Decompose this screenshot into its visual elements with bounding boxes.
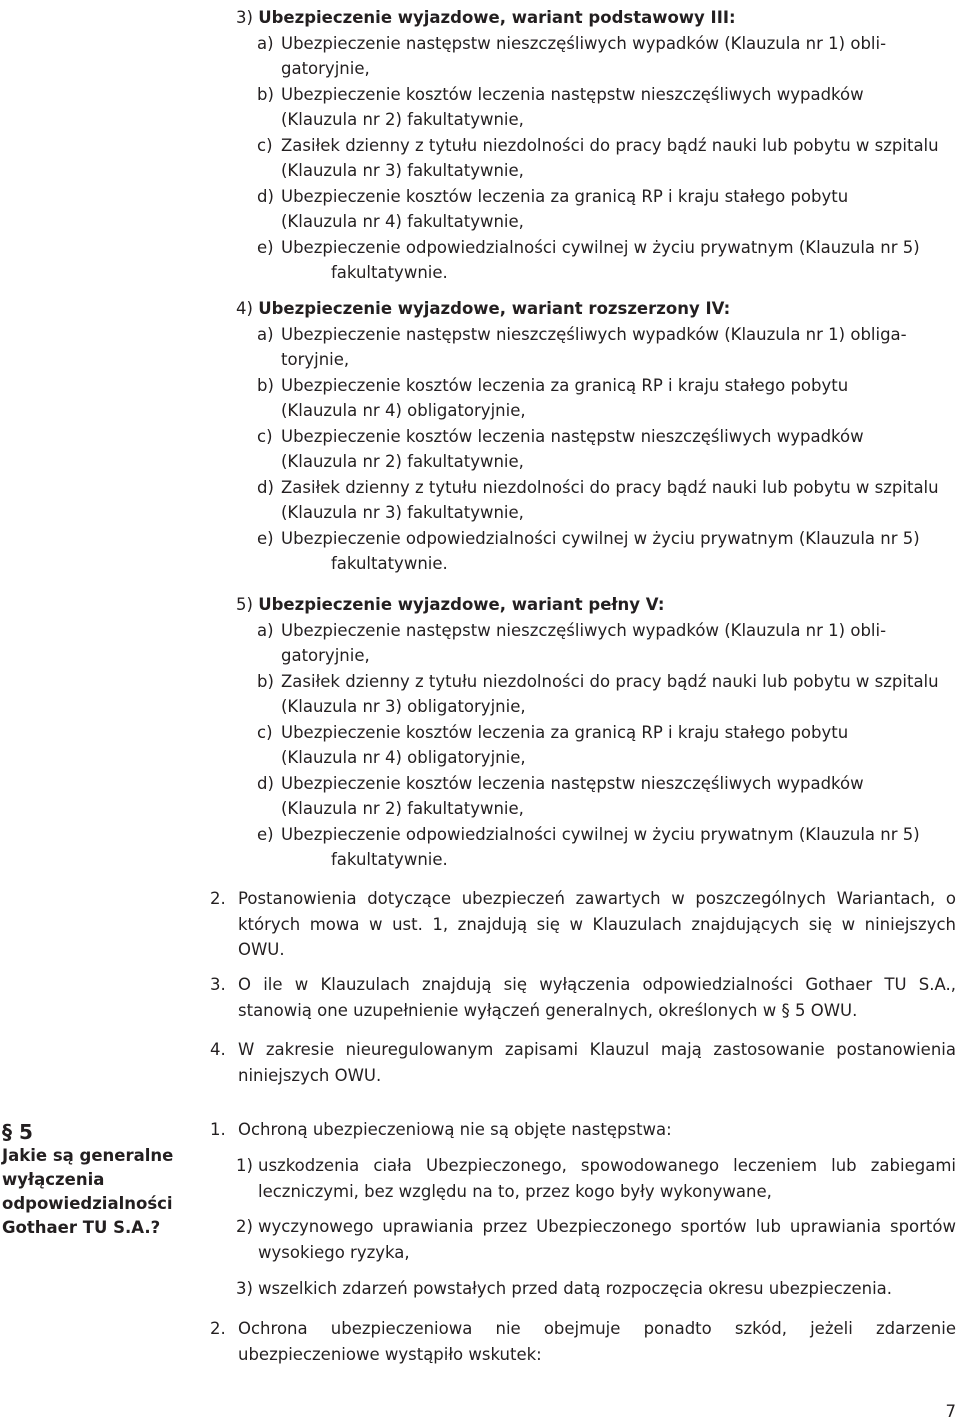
point-text: wyczynowego uprawiania przez Ubezpieczonego sportów lub uprawiania sportów wysokiego ryzyka,: [258, 1217, 956, 1262]
list-item: [236, 771, 956, 822]
item-label: a): [257, 324, 274, 344]
point-text: wszelkich zdarzeń powstałych przed datą rozpoczęcia okresu ubezpieczenia.: [258, 1279, 893, 1298]
variant-3: [236, 5, 956, 286]
item-line: Ubezpieczenie kosztów leczenia następstw nieszczęśliwych wypadków: [281, 773, 864, 793]
item-line: fakultatywnie.: [331, 850, 448, 869]
item-line: (Klauzula nr 3) fakultatywnie,: [281, 503, 524, 522]
list-item: [236, 322, 956, 373]
item-line: (Klauzula nr 2) fakultatywnie,: [281, 799, 524, 818]
item-label: c): [257, 426, 273, 446]
paragraph-3: [212, 972, 956, 1023]
section5-point-2: [236, 1214, 956, 1265]
item-line: (Klauzula nr 2) fakultatywnie,: [281, 452, 524, 471]
list-item: [236, 720, 956, 771]
section5-paragraph-1: [212, 1117, 956, 1143]
item-line: (Klauzula nr 4) obligatoryjnie,: [281, 748, 526, 767]
item-line: Zasiłek dzienny z tytułu niezdolności do pracy bądź nauki lub pobytu w szpitalu: [281, 477, 939, 497]
item-label: b): [257, 375, 274, 395]
paragraph-text: Ochrona ubezpieczeniowa nie obejmuje ponadto szkód, jeżeli zdarzenie ubezpieczeniowe wystąpiło wskutek:: [238, 1319, 956, 1364]
variant-title-text: Ubezpieczenie wyjazdowe, wariant podstawowy III:: [258, 8, 736, 27]
page-number: 7: [945, 1402, 956, 1421]
list-item: [236, 31, 956, 82]
item-label: e): [257, 528, 274, 548]
paragraph-number: 4.: [210, 1040, 226, 1059]
paragraph-text: W zakresie nieuregulowanym zapisami Klauzul mają zastosowanie postanowienia niniejszych OWU.: [238, 1040, 956, 1085]
section5-sidebar-heading: [2, 1120, 202, 1240]
item-line: (Klauzula nr 2) fakultatywnie,: [281, 110, 524, 129]
heading-line: odpowiedzialności: [2, 1194, 173, 1213]
point-label: 2): [236, 1217, 253, 1236]
variant-title-text: Ubezpieczenie wyjazdowe, wariant rozszerzony IV:: [258, 299, 731, 318]
variant-label: 5): [236, 595, 253, 614]
item-line: Ubezpieczenie kosztów leczenia następstw nieszczęśliwych wypadków: [281, 84, 864, 104]
list-item: [236, 618, 956, 669]
item-line: Ubezpieczenie następstw nieszczęśliwych wypadków (Klauzula nr 1) obli-: [281, 33, 887, 53]
list-item: [236, 235, 956, 286]
item-label: c): [257, 722, 273, 742]
item-label: a): [257, 33, 274, 53]
heading-line: Jakie są generalne: [2, 1146, 174, 1165]
item-label: e): [257, 237, 274, 257]
item-line: Ubezpieczenie odpowiedzialności cywilnej w życiu prywatnym (Klauzula nr 5): [281, 237, 920, 257]
variant-title: [236, 296, 956, 322]
variant-label: 4): [236, 299, 253, 318]
paragraph-2: [212, 886, 956, 963]
item-line: gatoryjnie,: [281, 646, 370, 665]
item-label: a): [257, 620, 274, 640]
item-line: (Klauzula nr 4) obligatoryjnie,: [281, 401, 526, 420]
item-line: Ubezpieczenie kosztów leczenia za granicą RP i kraju stałego pobytu: [281, 186, 849, 206]
item-line: (Klauzula nr 4) fakultatywnie,: [281, 212, 524, 231]
variant-4: [236, 296, 956, 577]
item-line: Zasiłek dzienny z tytułu niezdolności do pracy bądź nauki lub pobytu w szpitalu: [281, 671, 939, 691]
list-item: [236, 424, 956, 475]
variant-5: [236, 592, 956, 873]
item-line: Ubezpieczenie odpowiedzialności cywilnej w życiu prywatnym (Klauzula nr 5): [281, 528, 920, 548]
paragraph-number: 3.: [210, 975, 226, 994]
paragraph-text: O ile w Klauzulach znajdują się wyłączenia odpowiedzialności Gothaer TU S.A., stanowią one uzupełnienie wyłączeń generalnych, określonych w § 5 OWU.: [238, 975, 956, 1020]
item-label: d): [257, 773, 274, 793]
paragraph-text: Ochroną ubezpieczeniową nie są objęte następstwa:: [238, 1120, 672, 1139]
item-label: d): [257, 186, 274, 206]
heading-line: wyłączenia: [2, 1170, 105, 1189]
section5-paragraph-2: [212, 1316, 956, 1367]
variant-label: 3): [236, 8, 253, 27]
item-label: b): [257, 671, 274, 691]
point-label: 3): [236, 1279, 253, 1298]
list-item: [236, 133, 956, 184]
item-line: toryjnie,: [281, 350, 350, 369]
item-label: c): [257, 135, 273, 155]
section5-point-1: [236, 1153, 956, 1204]
list-item: [236, 822, 956, 873]
paragraph-number: 1.: [210, 1120, 226, 1139]
variant-title-text: Ubezpieczenie wyjazdowe, wariant pełny V:: [258, 595, 665, 614]
item-line: Zasiłek dzienny z tytułu niezdolności do pracy bądź nauki lub pobytu w szpitalu: [281, 135, 939, 155]
list-item: [236, 373, 956, 424]
item-line: Ubezpieczenie kosztów leczenia za granicą RP i kraju stałego pobytu: [281, 375, 849, 395]
variant-title: [236, 592, 956, 618]
item-line: (Klauzula nr 3) obligatoryjnie,: [281, 697, 526, 716]
item-line: Ubezpieczenie kosztów leczenia za granicą RP i kraju stałego pobytu: [281, 722, 849, 742]
paragraph-number: 2.: [210, 1319, 226, 1338]
list-item: [236, 526, 956, 577]
list-item: [236, 82, 956, 133]
section-symbol: § 5: [2, 1120, 33, 1144]
item-label: b): [257, 84, 274, 104]
list-item: [236, 475, 956, 526]
item-line: (Klauzula nr 3) fakultatywnie,: [281, 161, 524, 180]
item-line: Ubezpieczenie odpowiedzialności cywilnej w życiu prywatnym (Klauzula nr 5): [281, 824, 920, 844]
item-label: d): [257, 477, 274, 497]
item-line: Ubezpieczenie następstw nieszczęśliwych wypadków (Klauzula nr 1) obli-: [281, 620, 887, 640]
paragraph-number: 2.: [210, 889, 226, 908]
item-line: Ubezpieczenie kosztów leczenia następstw nieszczęśliwych wypadków: [281, 426, 864, 446]
list-item: [236, 669, 956, 720]
paragraph-text: Postanowienia dotyczące ubezpieczeń zawartych w poszczególnych Wariantach, o których mowa w ust. 1, znajdują się w Klauzulach znajdujących się w niniejszych OWU.: [238, 889, 956, 959]
heading-line: Gothaer TU S.A.?: [2, 1218, 161, 1237]
item-line: gatoryjnie,: [281, 59, 370, 78]
point-label: 1): [236, 1156, 253, 1175]
variant-title: [236, 5, 956, 31]
item-label: e): [257, 824, 274, 844]
item-line: fakultatywnie.: [331, 554, 448, 573]
point-text: uszkodzenia ciała Ubezpieczonego, spowodowanego leczeniem lub zabiegami leczniczymi, bez względu na to, przez kogo były wykonywane,: [258, 1156, 956, 1201]
list-item: [236, 184, 956, 235]
item-line: Ubezpieczenie następstw nieszczęśliwych wypadków (Klauzula nr 1) obliga-: [281, 324, 907, 344]
paragraph-4: [212, 1037, 956, 1088]
section5-point-3: [236, 1276, 956, 1302]
item-line: fakultatywnie.: [331, 263, 448, 282]
